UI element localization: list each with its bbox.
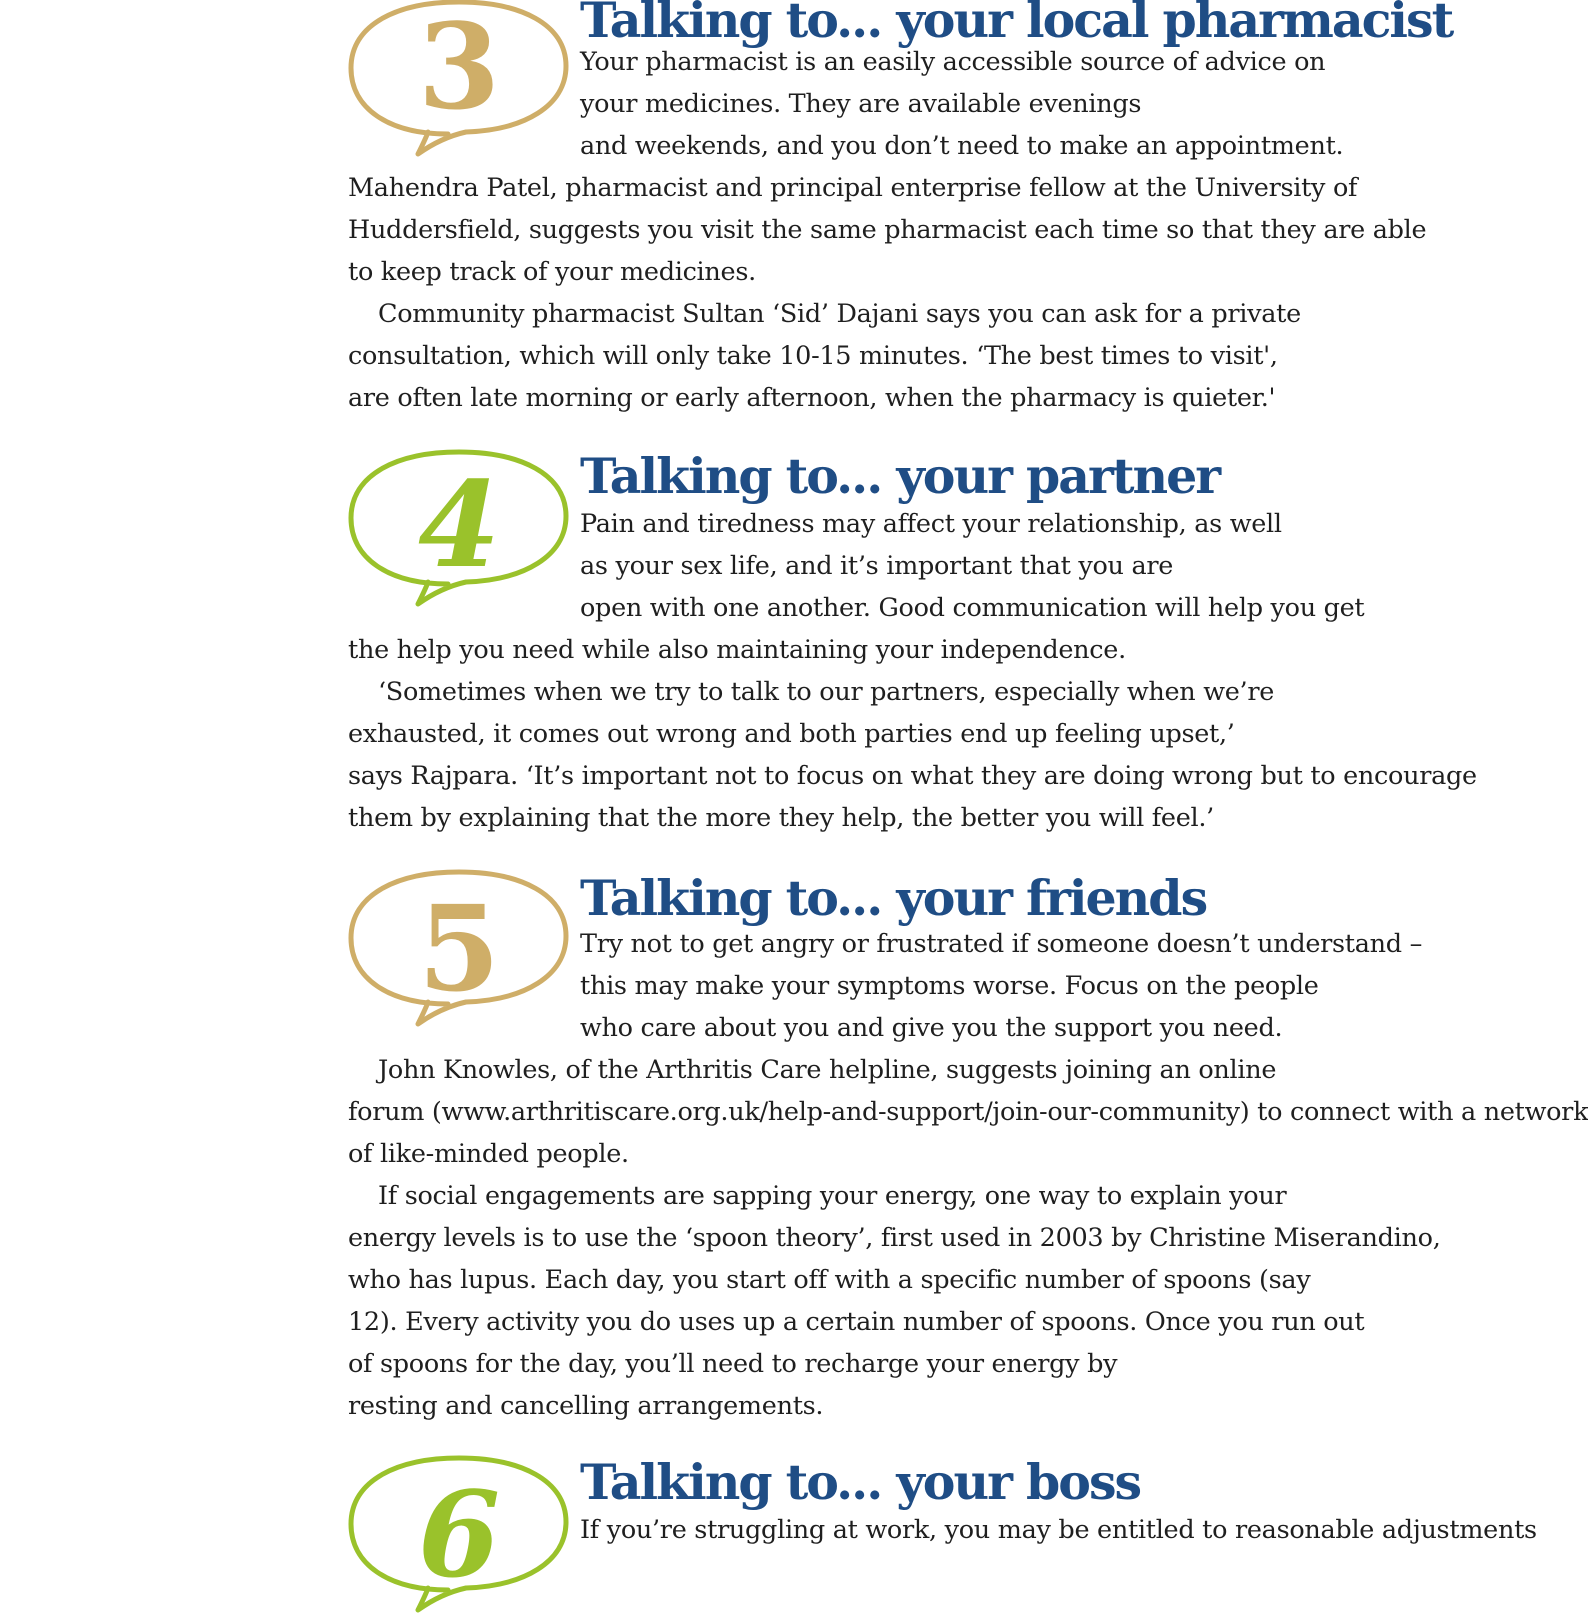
body-line: If you’re struggling at work, you may be entitled to reasonable adjustments (580, 1515, 1537, 1545)
speech-bubble-5 (348, 866, 570, 1036)
body-line: them by explaining that the more they help, the better you will feel.’ (348, 803, 1214, 833)
body-line: who has lupus. Each day, you start off with a specific number of spoons (say (348, 1265, 1311, 1295)
body-line: of spoons for the day, you’ll need to recharge your energy by (348, 1349, 1118, 1379)
body-line: and weekends, and you don’t need to make an appointment. (580, 131, 1344, 161)
body-line: of like-minded people. (348, 1139, 629, 1169)
section-heading: Talking to... your friends (580, 869, 1207, 927)
section-partner (348, 446, 1477, 846)
body-line: your medicines. They are available evenings (580, 89, 1142, 119)
speech-bubble-6 (348, 1452, 570, 1622)
body-line: Mahendra Patel, pharmacist and principal enterprise fellow at the University of (348, 173, 1358, 203)
body-line: energy levels is to use the ‘spoon theory’, first used in 2003 by Christine Miserandino, (348, 1223, 1441, 1253)
section-heading: Talking to... your local pharmacist (580, 0, 1453, 49)
body-line: Community pharmacist Sultan ‘Sid’ Dajani says you can ask for a private (378, 299, 1301, 329)
section-heading: Talking to... your boss (580, 1453, 1141, 1511)
body-line: Huddersfield, suggests you visit the same pharmacist each time so that they are able (348, 215, 1427, 245)
section-number: 6 (417, 1465, 501, 1604)
body-line: If social engagements are sapping your energy, one way to explain your (378, 1181, 1287, 1211)
body-line: ‘Sometimes when we try to talk to our partners, especially when we’re (378, 677, 1275, 707)
section-number: 4 (417, 455, 501, 594)
body-line: are often late morning or early afternoon, when the pharmacy is quieter.' (348, 383, 1276, 413)
body-line: 12). Every activity you do uses up a certain number of spoons. Once you run out (348, 1307, 1365, 1337)
body-line: Your pharmacist is an easily accessible source of advice on (580, 47, 1326, 77)
body-line: Try not to get angry or frustrated if someone doesn’t understand – (580, 929, 1423, 959)
body-line: open with one another. Good communication will help you get (580, 593, 1365, 623)
body-line: John Knowles, of the Arthritis Care helpline, suggests joining an online (378, 1055, 1277, 1085)
speech-bubble-4 (348, 446, 570, 616)
section-number: 3 (417, 0, 501, 136)
section-boss (348, 1452, 1537, 1604)
body-line: says Rajpara. ‘It’s important not to focus on what they are doing wrong but to encourage (348, 761, 1477, 791)
body-line: who care about you and give you the support you need. (580, 1013, 1283, 1043)
body-line: to keep track of your medicines. (348, 257, 756, 287)
section-pharmacist (348, 0, 1453, 416)
body-line: the help you need while also maintaining your independence. (348, 635, 1126, 665)
body-line: Pain and tiredness may affect your relationship, as well (580, 509, 1282, 539)
body-line: this may make your symptoms worse. Focus on the people (580, 971, 1319, 1001)
body-line: forum (www.arthritiscare.org.uk/help-and-support/join-our-community) to connect with a network (348, 1097, 1588, 1127)
body-line: as your sex life, and it’s important that you are (580, 551, 1174, 581)
speech-bubble-3 (348, 0, 570, 166)
section-number: 5 (417, 879, 501, 1018)
body-line: resting and cancelling arrangements. (348, 1391, 824, 1421)
section-heading: Talking to... your partner (580, 447, 1220, 505)
section-friends (348, 866, 1588, 1426)
body-line: exhausted, it comes out wrong and both parties end up feeling upset,’ (348, 719, 1235, 749)
body-line: consultation, which will only take 10-15 minutes. ‘The best times to visit', (348, 341, 1278, 371)
